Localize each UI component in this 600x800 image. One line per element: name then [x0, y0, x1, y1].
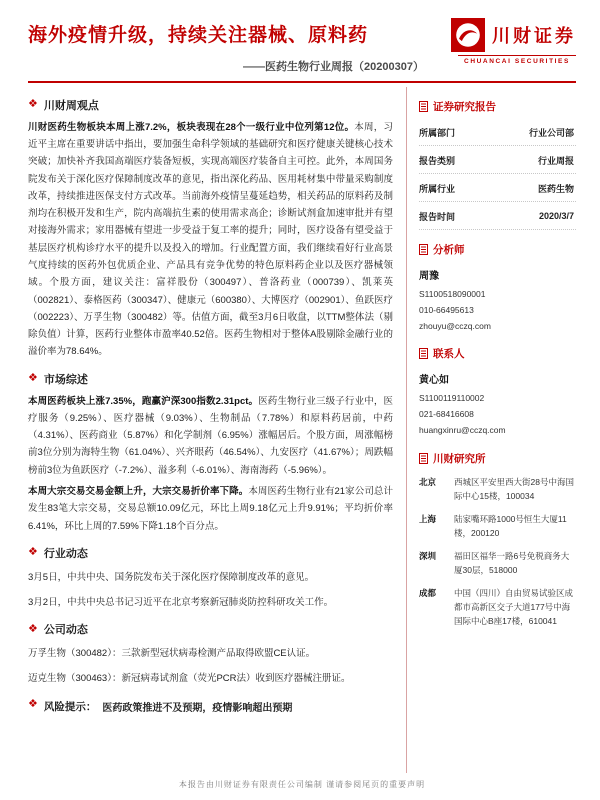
contact-cert: S1100119110002	[419, 393, 485, 404]
section-title-weekly-view: 川财周观点	[43, 99, 99, 112]
contact-block	[419, 365, 576, 438]
office-city: 北京	[419, 476, 437, 487]
diamond-icon: ❖	[28, 698, 38, 711]
contact-phone: 021-68416608	[419, 409, 474, 420]
office-address: 福田区福华一路6号免税商务大厦30层，518000	[454, 550, 570, 575]
sidebar-heading-contact	[419, 346, 576, 361]
brand-row	[451, 18, 576, 52]
risk-warning-label: 风险提示：	[43, 701, 97, 714]
section-title-market-summary: 市场综述	[43, 373, 88, 386]
report-doc-icon	[419, 101, 428, 112]
report-info-row	[419, 118, 576, 146]
diamond-icon: ❖	[28, 98, 38, 111]
info-label: 报告时间	[419, 211, 456, 222]
report-header	[28, 16, 576, 74]
diamond-icon: ❖	[28, 622, 38, 635]
paragraph-lead: 本周医药板块上涨7.35%，跑赢沪深300指数2.31pct。	[28, 395, 259, 407]
section-heading-industry-news	[28, 545, 393, 561]
section-title-industry-news: 行业动态	[43, 547, 88, 560]
info-value: 医药生物	[537, 183, 574, 194]
brand-block	[451, 16, 576, 65]
section-heading-market-summary	[28, 371, 393, 387]
sidebar-heading-label: 分析师	[433, 243, 465, 256]
page-subtitle: ——医药生物行业周报（20200307）	[243, 60, 424, 73]
sidebar-heading-label: 联系人	[433, 348, 465, 361]
sidebar-heading-label: 证券研究报告	[433, 100, 496, 113]
report-info-row	[419, 174, 576, 202]
office-city: 成都	[419, 587, 437, 598]
paragraph-body: 医药生物行业三级子行业中，医疗服务（9.25%）、医疗器械（9.03%）、生物制品（7.78%）和原料药居前，中药（4.31%）、医药商业（5.87%）和化学制剂（6.95%）涨幅居后。个股方面，周涨幅榜前3位分别为海特生物（61.04%）、兴齐眼药（46.54%）、九安医疗（41.67%）；周跌幅榜前3位为鱼跃医疗（-7.2%）、溢多利（-6.01%）、海南海药（-5.96%）。	[28, 395, 393, 476]
info-value: 行业公司部	[528, 127, 574, 138]
report-info-row	[419, 202, 576, 230]
risk-warning	[28, 699, 393, 714]
office-shanghai	[419, 512, 576, 540]
weekly-view-paragraph	[28, 119, 393, 361]
market-summary-paragraph-2	[28, 483, 393, 535]
section-title-company-news: 公司动态	[43, 624, 88, 637]
brand-logo-icon	[451, 18, 485, 52]
main-column	[28, 87, 406, 773]
analyst-name: 周豫	[419, 270, 439, 282]
analyst-cert: S1100518090001	[419, 288, 486, 299]
sidebar-heading-institute	[419, 451, 576, 466]
info-value: 行业周报	[537, 155, 574, 166]
analyst-phone: 010-66495613	[419, 304, 474, 315]
diamond-icon: ❖	[28, 372, 38, 385]
footer-disclaimer: 本报告由川财证券有限责任公司编制 谨请参阅尾页的重要声明	[178, 780, 426, 789]
title-block	[28, 16, 428, 74]
office-beijing	[419, 475, 576, 503]
content-area	[28, 87, 576, 773]
info-label: 所属部门	[419, 127, 456, 138]
company-news-item: 万孚生物（300482）：三款新型冠状病毒检测产品取得欧盟CE认证。	[28, 648, 316, 660]
sidebar-heading-report-info	[419, 99, 576, 114]
office-city: 上海	[419, 513, 437, 524]
risk-warning-text: 医药政策推进不及预期，疫情影响超出预期	[102, 703, 293, 715]
office-city: 深圳	[419, 550, 437, 561]
info-label: 报告类别	[419, 155, 456, 166]
office-address: 中国（四川）自由贸易试验区成都市高新区交子大道177号中海国际中心B座17楼，610041	[454, 587, 574, 626]
industry-news-item: 3月2日，中共中央总书记习近平在北京考察新冠肺炎防控科研攻关工作。	[28, 597, 334, 609]
analyst-email: zhouyu@cczq.com	[419, 320, 491, 331]
brand-name-en: CHUANCAI SECURITIES	[458, 55, 576, 65]
analyst-icon	[419, 244, 428, 255]
paragraph-body: 本周，习近平主席在重要讲话中指出，要加强生命科学领域的基础研究和医疗健康关键核心技术突破；加快补齐我国高端医疗装备短板，实现高端医疗装备自主可控。此外，本周国务院发布关于深化医疗保障制度改革的意见，指出深化药品、医用耗材集中带量采购制度改革，持续推进医保支付方式改革。当前海外疫情呈蔓延趋势，相关药品的原料药及制剂均在积极开发和生产，院内高端抗生素的使用需求高企；诊断试剂盒加速审批并有望对接海外需求；家用器械有望进一步受益于复工率的提升；同时，医疗设备有望受益于基层医疗机构诊疗水平的提升以及投入的增加。行业配置方面，我们继续看好行业高景气度持续的医药外包优质企业、产品具有竞争优势的特色原料药企业以及医疗器械领域。个股方面，建议关注：富祥股份（300497）、普洛药业（000739）、凯莱英（002821）、泰格医药（300347）、健康元（600380）、大博医疗（002901）、鱼跃医疗（002223）、万孚生物（300482）等。估值方面，截至3月6日收盘，以TTM整体法（剔除负值）计算，医药行业整体市盈率40.52倍。医药生物相对于整体A股剔除金融行业的溢价率为78.64%。	[28, 121, 393, 358]
info-value: 2020/3/7	[538, 211, 574, 222]
report-info-row	[419, 146, 576, 174]
market-summary-paragraph-1	[28, 393, 393, 479]
report-sidebar	[406, 87, 576, 773]
industry-news-item: 3月5日，中共中央、国务院发布关于深化医疗保障制度改革的意见。	[28, 571, 315, 583]
page-title: 海外疫情升级，持续关注器械、原料药	[28, 25, 369, 46]
contact-name: 黄心如	[419, 375, 449, 387]
section-heading-weekly-view	[28, 97, 393, 113]
info-label: 所属行业	[419, 183, 456, 194]
diamond-icon: ❖	[28, 546, 38, 559]
analyst-block	[419, 261, 576, 334]
office-shenzhen	[419, 549, 576, 577]
office-address: 西城区平安里西大街28号中海国际中心15楼，100034	[454, 476, 574, 501]
contact-icon	[419, 348, 428, 359]
contact-email: huangxinru@cczq.com	[419, 425, 506, 436]
sidebar-heading-label: 川财研究所	[433, 452, 486, 465]
institute-icon	[419, 453, 428, 464]
sidebar-heading-analyst	[419, 242, 576, 257]
brand-name: 川财证券	[492, 26, 576, 46]
office-address: 陆家嘴环路1000号恒生大厦11楼，200120	[454, 513, 567, 538]
header-divider	[28, 81, 576, 83]
section-heading-company-news	[28, 621, 393, 637]
company-news-item: 迈克生物（300463）：新冠病毒试剂盒（荧光PCR法）收到医疗器械注册证。	[28, 673, 351, 685]
paragraph-body: 本周医药生物行业有21家公司总计发生83笔大宗交易，交易总额10.09亿元，环比上周9.18亿元上升9.91%；平均折价率6.41%，环比上周的7.59%下降1.18个百分点。	[28, 486, 393, 532]
paragraph-lead: 川财医药生物板块本周上涨7.2%，板块表现在28个一级行业中位列第12位。	[28, 121, 355, 133]
office-chengdu	[419, 586, 576, 628]
paragraph-lead: 本周大宗交易交易金额上升，大宗交易折价率下降。	[28, 486, 249, 498]
